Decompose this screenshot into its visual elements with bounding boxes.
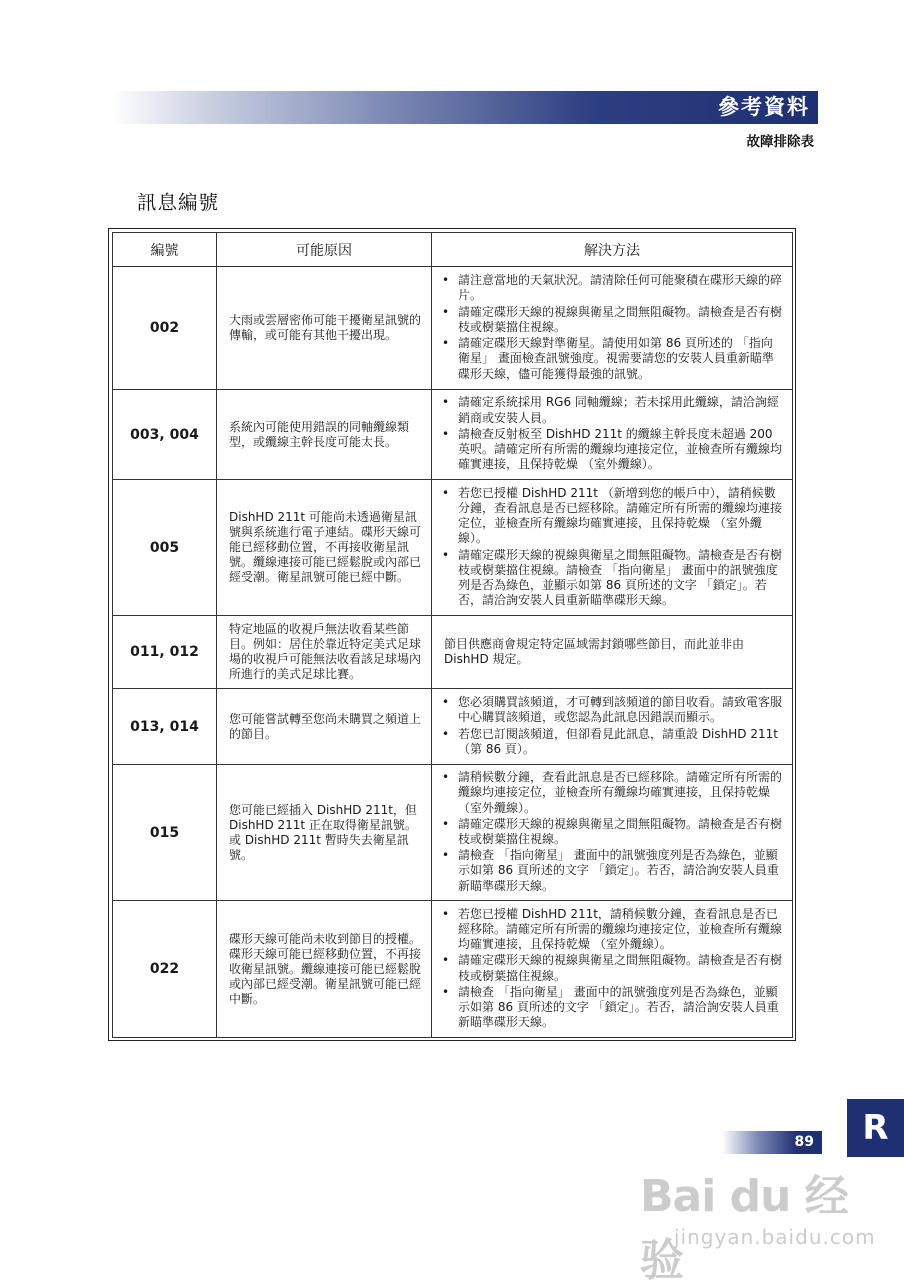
solution-list — [442, 486, 782, 609]
solution-item: • 請確定碟形天線的視線與衛星之間無阻礙物。請檢查是否有樹枝或樹葉擋住視線。 — [442, 816, 783, 846]
bullet-icon: • — [442, 426, 450, 441]
solution-item: • 請確定碟形天線的視線與衛星之間無阻礙物。請檢查是否有樹枝或樹葉擋住視線。請檢查 「指向衛星」 畫面中的訊號強度列是否為綠色，並顯示如第 86 頁所述的文字 「鎖定」。若否，請洽詢安裝人員重新瞄準碟形天線。 — [442, 547, 783, 608]
bullet-icon: • — [442, 695, 450, 710]
solution-item: • 請稍候數分鐘，查看此訊息是否已經移除。請確定所有所需的纜線均連接定位，並檢查所有纜線均確實連接，且保持乾燥 （室外纜線）。 — [442, 770, 783, 815]
solution-list — [442, 273, 782, 381]
bullet-icon: • — [442, 816, 450, 831]
bullet-icon: • — [442, 273, 450, 288]
table-row — [113, 689, 793, 765]
page-header-subtitle: 故障排除表 — [746, 134, 814, 150]
solution-cell — [432, 480, 793, 616]
bullet-icon: • — [442, 485, 450, 500]
message-code: 011, 012 — [113, 616, 217, 689]
solution-item: • 請確定碟形天線的視線與衛星之間無阻礙物。請檢查是否有樹枝或樹葉擋住視線。 — [442, 953, 783, 983]
column-header-cause: 可能原因 — [217, 233, 432, 267]
possible-cause: 特定地區的收視戶無法收看某些節目。例如：居住於靠近特定美式足球場的收視戶可能無法收看該足球場內所進行的美式足球比賽。 — [217, 616, 432, 689]
table-row — [113, 765, 793, 901]
table-row — [113, 267, 793, 390]
solution-item: • 請注意當地的天氣狀況。請清除任何可能聚積在碟形天線的碎片。 — [442, 273, 783, 303]
watermark-url: jingyan.baidu.com — [674, 1225, 876, 1249]
solution-item: • 請檢查 「指向衛星」 畫面中的訊號強度列是否為綠色，並顯示如第 86 頁所述的文字 「鎖定」。若否，請洽詢安裝人員重新瞄準碟形天線。 — [442, 848, 779, 893]
message-code: 022 — [113, 901, 217, 1038]
message-code: 005 — [113, 480, 217, 616]
solution-item: • 請確定系統採用 RG6 同軸纜線；若未採用此纜線，請洽詢經銷商或安裝人員。 — [442, 395, 779, 425]
section-tab-r: R — [847, 1099, 904, 1157]
bullet-icon: • — [442, 304, 450, 319]
solution-item: • 若您已授權 DishHD 211t （新增到您的帳戶中），請稍候數分鐘，查看訊息是否已經移除。請確定所有所需的纜線均連接定位，並檢查所有纜線均確實連接，且保持乾燥 （室外纜線）。 — [442, 485, 783, 546]
solution-list — [442, 395, 782, 472]
message-code: 003, 004 — [113, 390, 217, 480]
solution-cell — [432, 901, 793, 1038]
solution-item: • 請檢查反射板至 DishHD 211t 的纜線主幹長度未超過 200 英呎。請確定所有所需的纜線均連接定位，並檢查所有纜線均確實連接，且保持乾燥 （室外纜線）。 — [442, 426, 783, 472]
bullet-icon: • — [442, 726, 450, 741]
message-code: 002 — [113, 267, 217, 390]
column-header-code: 編號 — [113, 233, 217, 267]
bullet-icon: • — [442, 336, 450, 351]
bullet-icon: • — [442, 770, 450, 785]
header-banner — [112, 91, 818, 124]
possible-cause: DishHD 211t 可能尚未透過衛星訊號與系統進行電子連結。碟形天線可能已經移動位置，不再接收衛星訊號。纜線連接可能已經鬆脫或內部已經受潮。衛星訊號可能已經中斷。 — [217, 480, 432, 616]
section-heading: 訊息編號 — [137, 191, 220, 214]
table-row — [113, 480, 793, 616]
message-code: 013, 014 — [113, 689, 217, 765]
solution-list — [442, 907, 782, 1031]
table-header-row — [113, 233, 793, 267]
solution-list — [442, 695, 782, 757]
watermark — [640, 1155, 876, 1286]
message-code-table — [112, 232, 793, 1038]
possible-cause: 您可能已經插入 DishHD 211t，但 DishHD 211t 正在取得衛星訊號。或 DishHD 211t 暫時失去衛星訊號。 — [217, 765, 432, 901]
page-header-title: 參考資料 — [718, 95, 810, 119]
message-code: 015 — [113, 765, 217, 901]
solution-cell — [432, 616, 793, 689]
table-row — [113, 616, 793, 689]
bullet-icon: • — [442, 984, 450, 999]
solution-item: • 您必須購買該頻道，才可轉到該頻道的節目收看。請致電客服中心購買該頻道，或您認為此訊息因錯誤而顯示。 — [442, 695, 783, 725]
solution-cell — [432, 267, 793, 390]
solution-cell — [432, 765, 793, 901]
solution-cell — [432, 689, 793, 765]
column-header-solution: 解決方法 — [432, 233, 793, 267]
bullet-icon: • — [442, 547, 450, 562]
solution-cell — [432, 390, 793, 480]
solution-item: • 若您已授權 DishHD 211t，請稍候數分鐘，查看訊息是否已經移除。請確定所有所需的纜線均連接定位，並檢查所有纜線均確實連接，且保持乾燥 （室外纜線）。 — [442, 906, 783, 952]
bullet-icon: • — [442, 906, 450, 921]
solution-item: • 請確定碟形天線對準衛星。請使用如第 86 頁所述的 「指向衛星」 畫面檢查訊號強度。視需要請您的安裝人員重新瞄準碟形天線，儘可能獲得最強的訊號。 — [442, 336, 774, 381]
watermark-logo: Bai du 经验 — [640, 1171, 848, 1286]
possible-cause: 大雨或雲層密佈可能干擾衛星訊號的傳輸，或可能有其他干擾出現。 — [217, 267, 432, 390]
bullet-icon: • — [442, 395, 450, 410]
solution-item: • 請確定碟形天線的視線與衛星之間無阻礙物。請檢查是否有樹枝或樹葉擋住視線。 — [442, 304, 783, 334]
solution-item: • 若您已訂閱該頻道，但卻看見此訊息，請重設 DishHD 211t （第 86 頁）。 — [442, 726, 778, 756]
solution-list — [442, 770, 782, 894]
possible-cause: 碟形天線可能尚未收到節目的授權。碟形天線可能已經移動位置，不再接收衛星訊號。纜線連接可能已經鬆脫或內部已經受潮。衛星訊號可能已經中斷。 — [217, 901, 432, 1038]
possible-cause: 系統內可能使用錯誤的同軸纜線類型，或纜線主幹長度可能太長。 — [217, 390, 432, 480]
solution-text: 節目供應商會規定特定區域需封鎖哪些節目，而此並非由 DishHD 規定。 — [444, 636, 745, 666]
table-row — [113, 901, 793, 1038]
table-row — [113, 390, 793, 480]
possible-cause: 您可能嘗試轉至您尚未購買之頻道上的節目。 — [217, 689, 432, 765]
bullet-icon: • — [442, 953, 450, 968]
bullet-icon: • — [442, 848, 450, 863]
page-number: 89 — [794, 1134, 814, 1150]
solution-item: • 請檢查 「指向衛星」 畫面中的訊號強度列是否為綠色，並顯示如第 86 頁所述的文字 「鎖定」。若否，請洽詢安裝人員重新瞄準碟形天線。 — [442, 984, 779, 1030]
